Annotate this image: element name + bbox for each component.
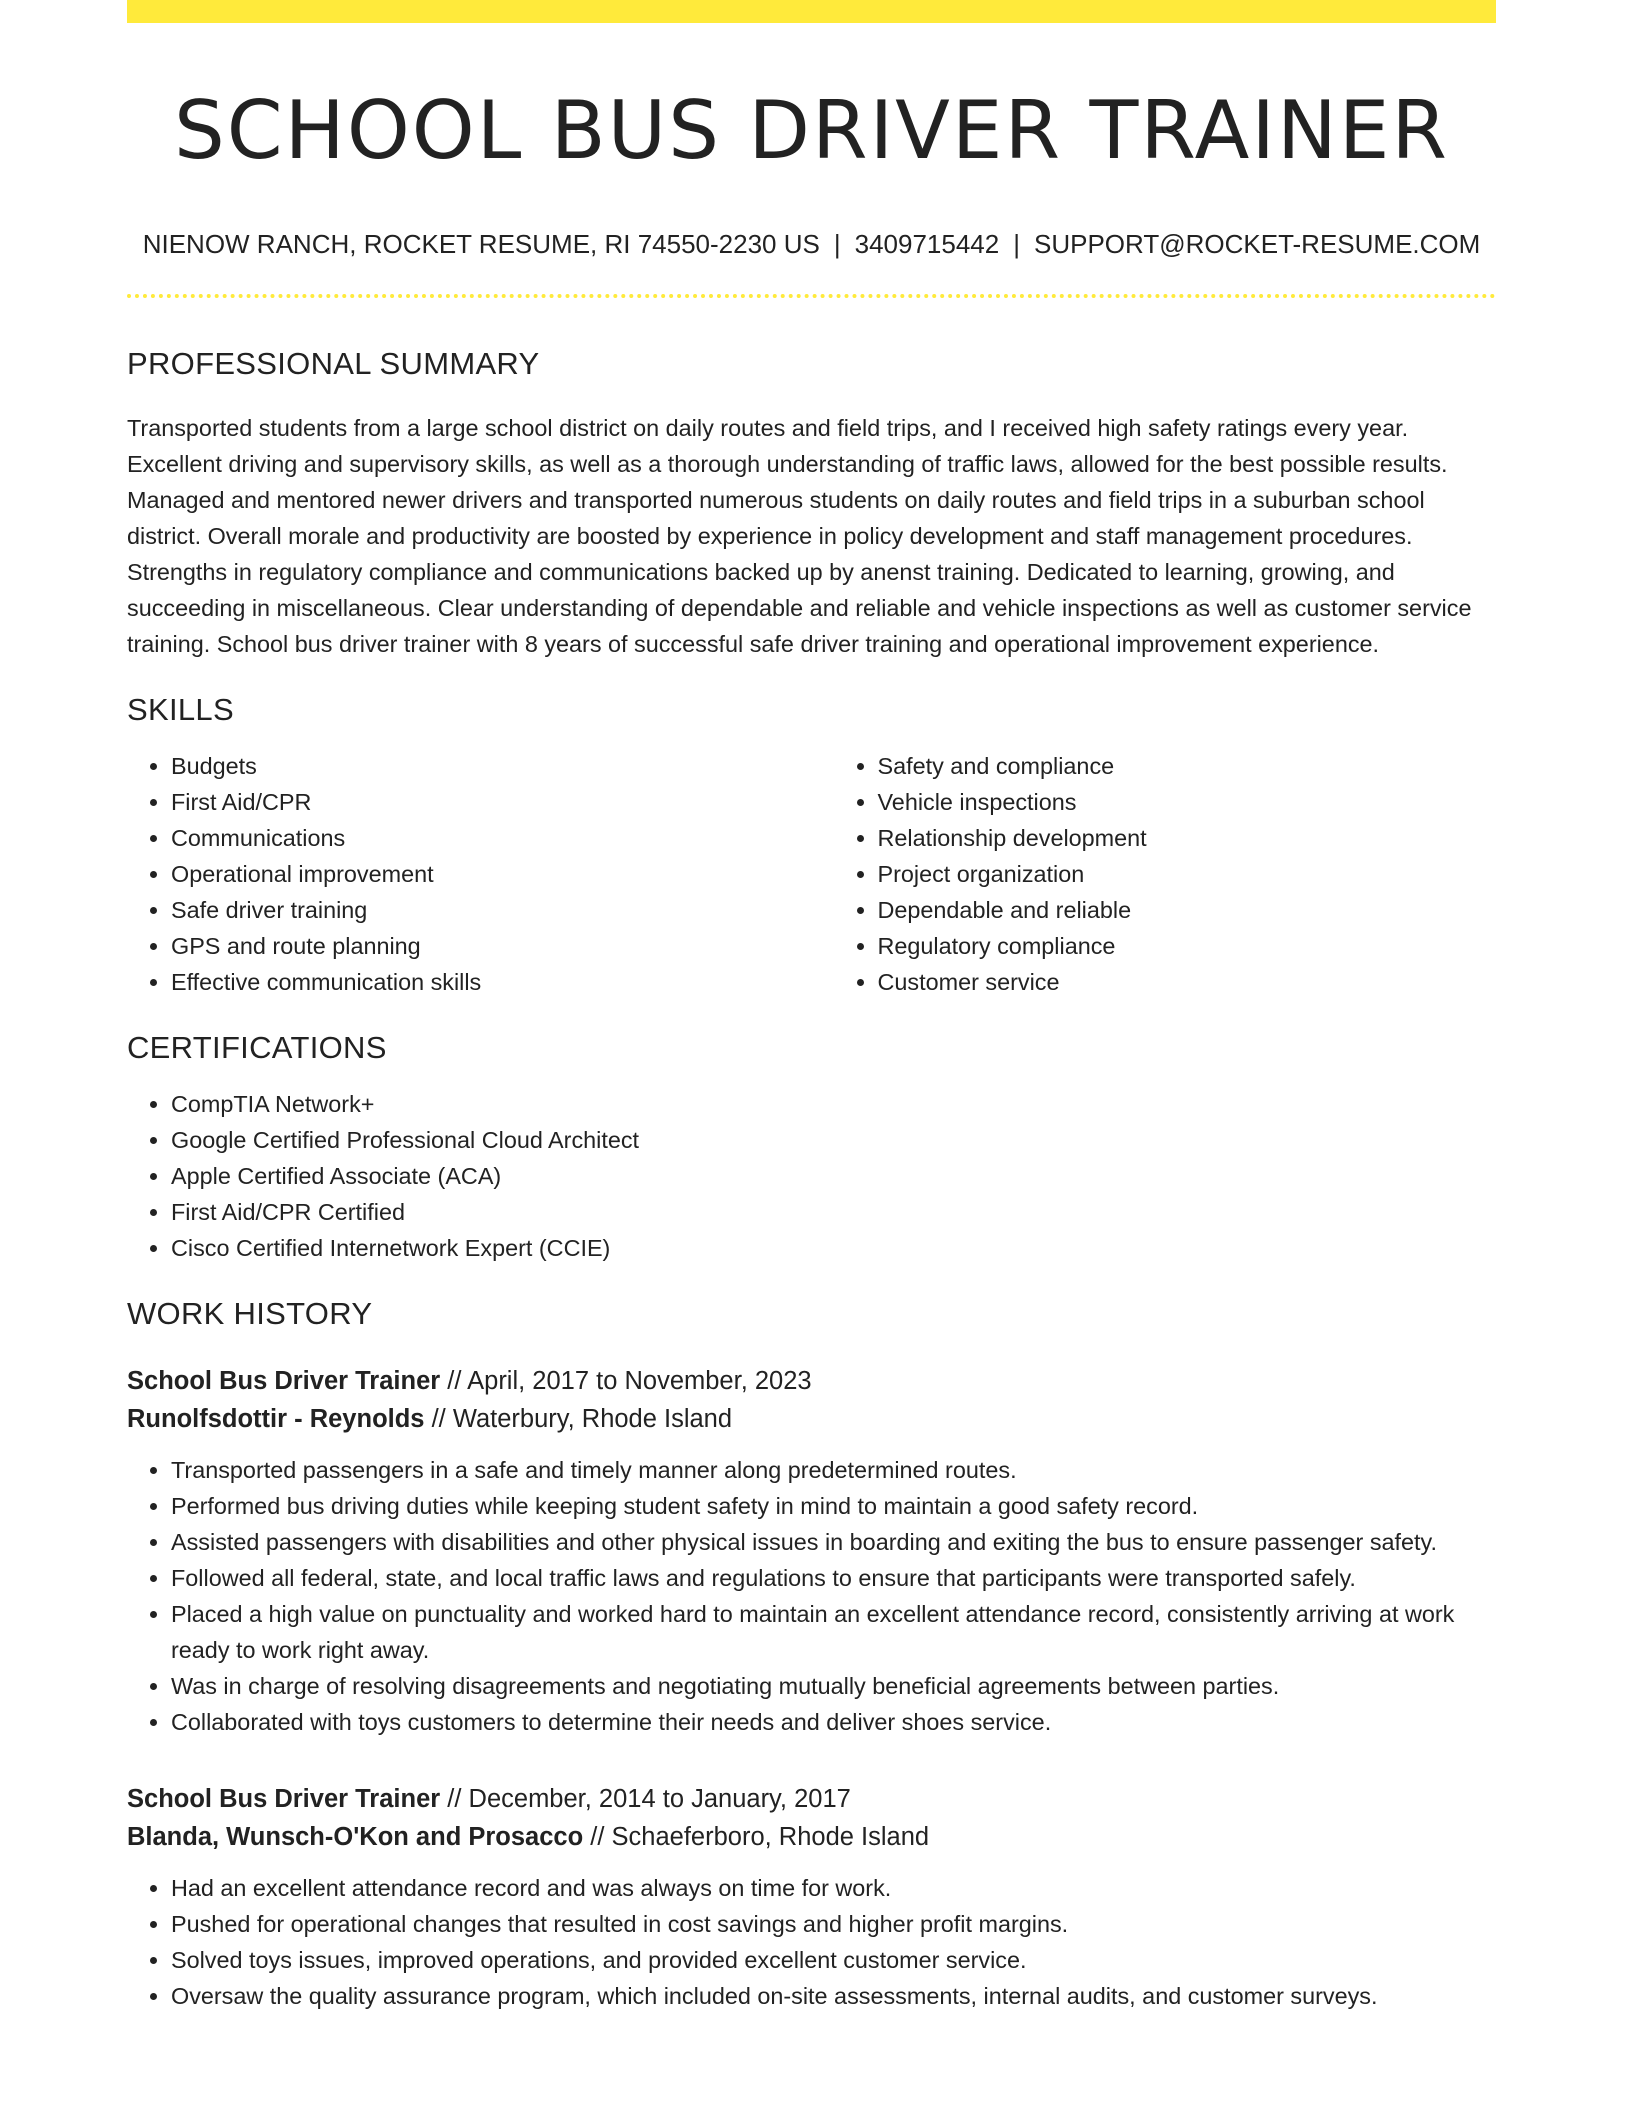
job-company-line [127,1400,1496,1438]
job-bullet: • Assisted passengers with disabilities and other physical issues in boarding and exiting the bus to ensure passenger safety. [171,1524,1496,1560]
skill-item: • Communications [171,820,790,856]
contact-address: NIENOW RANCH, ROCKET RESUME, RI 74550-2230 US [142,229,820,259]
certification-item: • Apple Certified Associate (ACA) [171,1158,1496,1194]
job-entry [127,1780,1496,2014]
candidate-name: SCHOOL BUS DRIVER TRAINER [174,84,1449,177]
job-bullet: • Performed bus driving duties while keeping student safety in mind to maintain a good safety record. [171,1488,1496,1524]
job-title: School Bus Driver Trainer [127,1785,441,1813]
job-bullet: • Followed all federal, state, and local traffic laws and regulations to ensure that participants were transported safely. [171,1560,1496,1596]
job-bullet: • Pushed for operational changes that resulted in cost savings and higher profit margins. [171,1906,1496,1942]
skill-item: • Effective communication skills [171,964,790,1000]
certification-item: • Google Certified Professional Cloud Architect [171,1122,1496,1158]
job-entry [127,1362,1496,1740]
skill-item: • Relationship development [878,820,1497,856]
skills-grid [127,748,1496,1000]
skill-item: • Operational improvement [171,856,790,892]
skill-item: • Dependable and reliable [878,892,1497,928]
skill-item: • Safety and compliance [878,748,1497,784]
job-bullet: • Transported passengers in a safe and timely manner along predetermined routes. [171,1452,1496,1488]
skills-list-right [834,748,1497,1000]
job-bullet: • Collaborated with toys customers to determine their needs and deliver shoes service. [171,1704,1496,1740]
job-title-line [127,1780,1496,1818]
skills-heading: SKILLS [127,692,234,727]
certification-item: • CompTIA Network+ [171,1086,1496,1122]
dotted-divider [127,294,1496,298]
job-location: // Waterbury, Rhode Island [431,1405,733,1433]
job-bullet: • Placed a high value on punctuality and worked hard to maintain an excellent attendance record, consistently arriving at work ready to work right away. [171,1596,1496,1668]
job-company: Blanda, Wunsch-O'Kon and Prosacco [127,1823,584,1851]
job-bullet: • Was in charge of resolving disagreements and negotiating mutually beneficial agreements between parties. [171,1668,1496,1704]
contact-line [127,229,1496,260]
job-bullets [127,1870,1496,2014]
contact-separator: | [1013,229,1020,259]
contact-email: SUPPORT@ROCKET-RESUME.COM [1034,229,1481,259]
skill-item: • Safe driver training [171,892,790,928]
job-bullet: • Oversaw the quality assurance program, which included on-site assessments, internal audits, and customer surveys. [171,1978,1496,2014]
certifications-heading: CERTIFICATIONS [127,1030,387,1065]
summary-heading: PROFESSIONAL SUMMARY [127,346,540,381]
resume-page [127,0,1496,2014]
top-accent-bar [127,0,1496,23]
skill-item: • Budgets [171,748,790,784]
job-bullet: • Solved toys issues, improved operations, and provided excellent customer service. [171,1942,1496,1978]
skills-list-left [127,748,790,1000]
certifications-list [127,1086,1496,1266]
certification-item: • Cisco Certified Internetwork Expert (CCIE) [171,1230,1496,1266]
job-dates: // December, 2014 to January, 2017 [447,1785,851,1813]
job-dates: // April, 2017 to November, 2023 [447,1367,812,1395]
job-title-line [127,1362,1496,1400]
skill-item: • Customer service [878,964,1497,1000]
job-company-line [127,1818,1496,1856]
skill-item: • Vehicle inspections [878,784,1497,820]
skill-item: • Regulatory compliance [878,928,1497,964]
job-bullet: • Had an excellent attendance record and was always on time for work. [171,1870,1496,1906]
skill-item: • GPS and route planning [171,928,790,964]
job-company: Runolfsdottir - Reynolds [127,1405,425,1433]
job-title: School Bus Driver Trainer [127,1367,441,1395]
skill-item: • First Aid/CPR [171,784,790,820]
contact-separator: | [833,229,841,259]
contact-phone: 3409715442 [854,229,1000,259]
job-location: // Schaeferboro, Rhode Island [590,1823,930,1851]
work-history-heading: WORK HISTORY [127,1296,373,1331]
certification-item: • First Aid/CPR Certified [171,1194,1496,1230]
job-bullets [127,1452,1496,1740]
skill-item: • Project organization [878,856,1497,892]
summary-text: Transported students from a large school district on daily routes and field trips, and I received high safety ratings every year. Excellent driving and supervisory skills, as well as a thorough understanding of traffic laws, allowed for the best possible results. Managed and mentored newer drivers and transported numerous students on daily routes and field trips in a suburban school district. Overall morale and productivity are boosted by experience in policy development and staff management procedures. Strengths in regulatory compliance and communications backed up by anenst training. Dedicated to learning, growing, and succeeding in miscellaneous. Clear understanding of dependable and reliable and vehicle inspections as well as customer service training. School bus driver trainer with 8 years of successful safe driver training and operational improvement experience. [127,415,1472,657]
